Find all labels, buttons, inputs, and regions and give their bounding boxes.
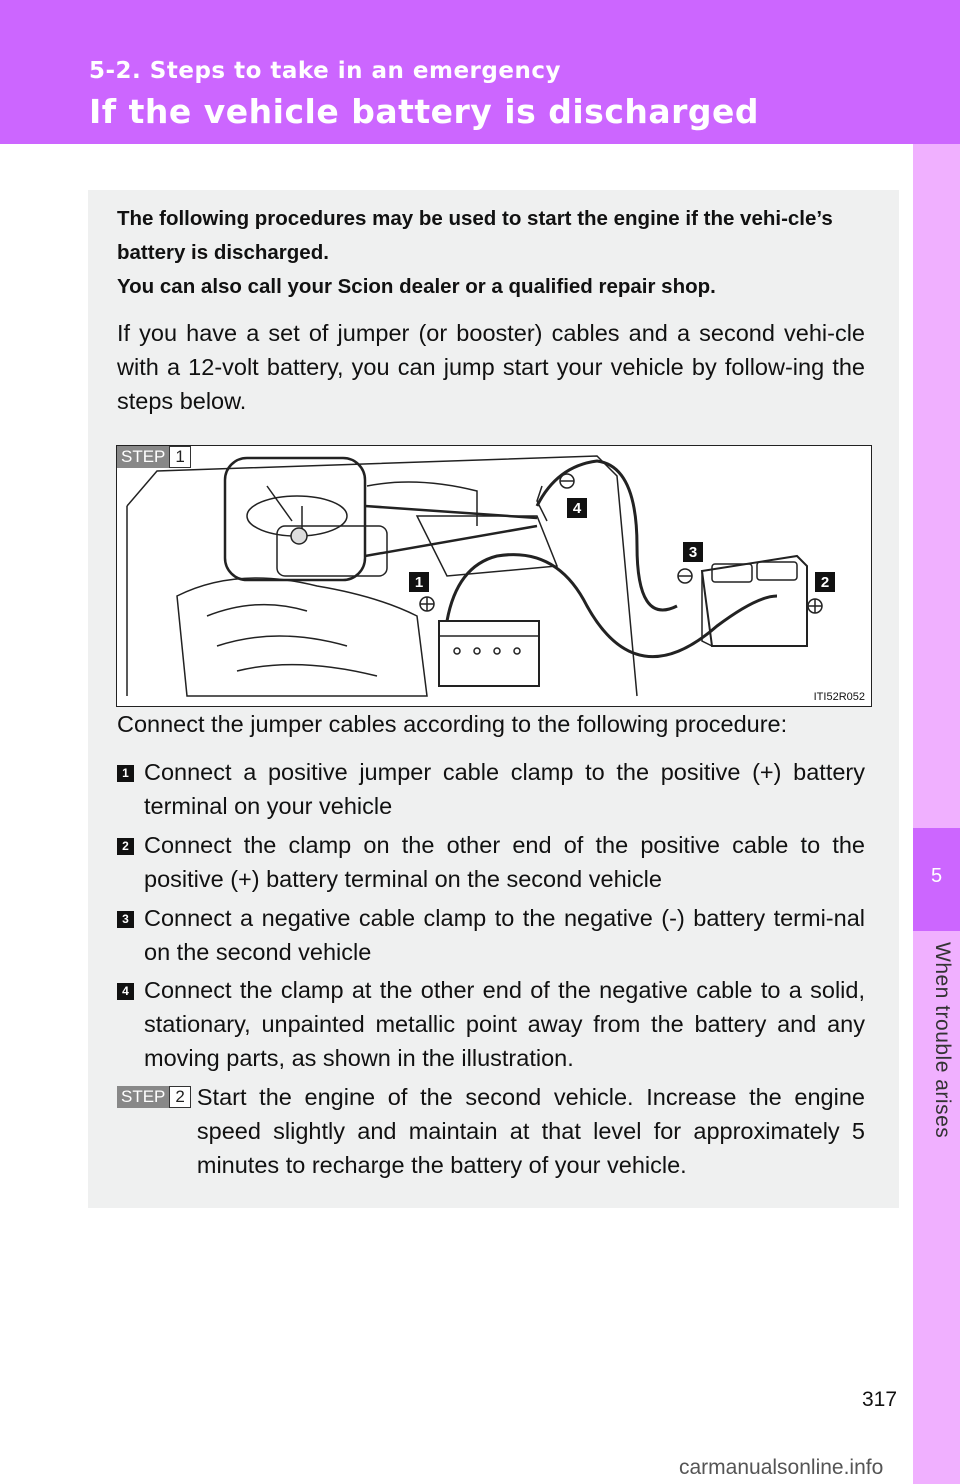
item-number-1: 1 <box>117 765 134 782</box>
step-2-word: STEP <box>117 1086 169 1108</box>
page-header <box>0 0 960 144</box>
step-2-badge <box>117 1086 191 1108</box>
list-item <box>117 973 865 1075</box>
item-text-4: Connect the clamp at the other end of the negative cable to a solid, stationary, unpainted metallic point away from the battery and any moving parts, as shown in the illustration. <box>144 977 865 1071</box>
page-number: 317 <box>862 1388 898 1411</box>
item-text-2: Connect the clamp on the other end of the positive cable to the positive (+) battery terminal on the second vehicle <box>144 832 865 892</box>
label-1: 1 <box>414 574 424 591</box>
watermark[interactable]: carmanualsonline.info <box>679 1456 884 1479</box>
intro-line-1: The following procedures may be used to start the engine if the vehi-cle’s battery is discharged. <box>117 207 833 264</box>
item-text-1: Connect a positive jumper cable clamp to the positive (+) battery terminal on your vehicle <box>144 759 865 819</box>
label-3: 3 <box>688 544 698 561</box>
label-2: 2 <box>820 574 830 591</box>
list-item <box>117 828 865 896</box>
sidebar <box>913 144 960 1484</box>
body-paragraph: If you have a set of jumper (or booster) cables and a second vehi-cle with a 12-volt battery, you can jump start your vehicle by follow-ing the steps below. <box>117 320 865 414</box>
section-title: 5-2. Steps to take in an emergency <box>89 58 561 84</box>
step-2-number: 2 <box>169 1086 190 1108</box>
procedure-lead: Connect the jumper cables according to the following procedure: <box>117 711 788 737</box>
item-number-4: 4 <box>117 983 134 1000</box>
step-2-text: Start the engine of the second vehicle. Increase the engine speed slightly and maintain at that level for approximately 5 minutes to recharge the battery of your vehicle. <box>196 1084 865 1178</box>
list-item <box>117 755 865 823</box>
step-1-word: STEP <box>117 446 169 468</box>
page-title: If the vehicle battery is discharged <box>89 92 760 131</box>
chapter-tab[interactable]: 5 <box>913 828 960 931</box>
step-1-number: 1 <box>169 446 190 468</box>
item-text-3: Connect a negative cable clamp to the negative (-) battery termi-nal on the second vehicle <box>144 905 865 965</box>
item-number-2: 2 <box>117 838 134 855</box>
chapter-label: When trouble arises <box>931 942 954 1139</box>
item-number-3: 3 <box>117 911 134 928</box>
engine-bay-drawing <box>117 446 871 706</box>
jump-start-illustration <box>116 445 872 707</box>
figure-code: ITI52R052 <box>813 691 865 703</box>
label-4: 4 <box>572 500 582 517</box>
step-2 <box>117 1080 865 1182</box>
list-item <box>117 901 865 969</box>
intro-line-2: You can also call your Scion dealer or a qualified repair shop. <box>117 275 716 298</box>
intro-text <box>117 202 867 304</box>
